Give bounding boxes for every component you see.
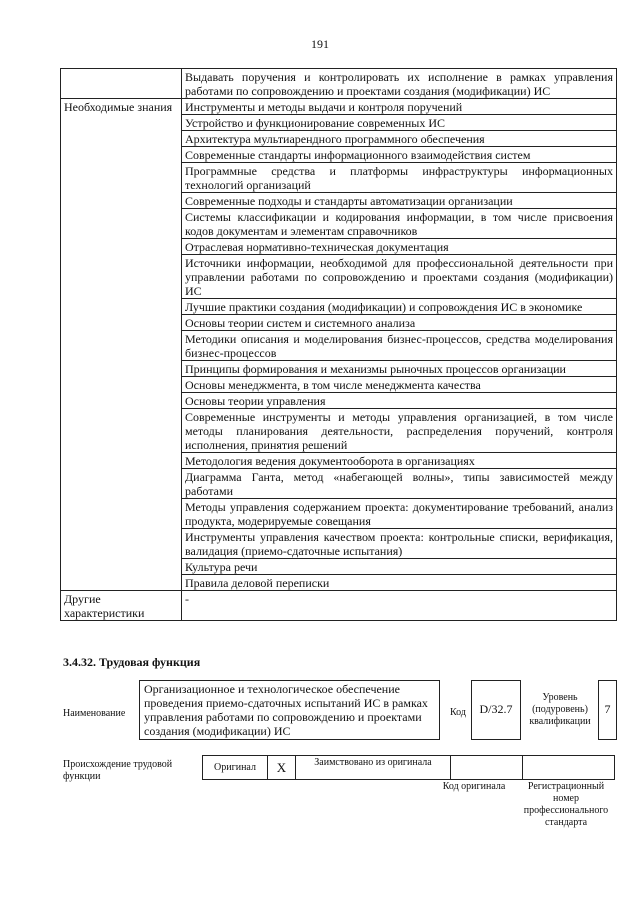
function-code: D/32.7 [471, 680, 521, 740]
other-value: - [182, 591, 617, 621]
knowledge-item: Современные подходы и стандарты автоматизации организации [182, 193, 617, 209]
knowledge-item: Архитектура мультиарендного программного обеспечения [182, 131, 617, 147]
table-row [61, 99, 617, 115]
table-row [61, 69, 617, 99]
knowledge-item: Методология ведения документооборота в организациях [182, 453, 617, 469]
borrowed-label: Заимствовано из оригинала [296, 756, 451, 780]
knowledge-item: Инструменты и методы выдачи и контроля поручений [182, 99, 617, 115]
knowledge-item: Системы классификации и кодирования информации, в том числе присвоения кодов документам и элементам справочников [182, 209, 617, 239]
original-label: Оригинал [203, 756, 268, 780]
knowledge-item: Устройство и функционирование современных ИС [182, 115, 617, 131]
table-row [61, 591, 617, 621]
knowledge-item: Современные инструменты и методы управления организацией, в том числе методы планирования деятельности, распределения поручений, контроля исполнения, принятия решений [182, 409, 617, 453]
knowledge-item: Методы управления содержанием проекта: документирование требований, анализ продукта, модерируемые совещания [182, 499, 617, 529]
origin-label: Происхождение трудовой функции [63, 759, 173, 782]
level-value: 7 [598, 680, 617, 740]
knowledge-table [60, 68, 617, 621]
reg-number-cell [523, 756, 615, 780]
original-mark: X [268, 756, 296, 780]
knowledge-item: Современные стандарты информационного взаимодействия систем [182, 147, 617, 163]
original-code-cell [451, 756, 523, 780]
reg-number-caption: Регистрационный номер профессионального стандарта [523, 781, 609, 828]
code-label: Код [450, 707, 466, 718]
knowledge-item: Методики описания и моделирования бизнес-процессов, средства моделирования бизнес-процессов [182, 331, 617, 361]
original-code-caption: Код оригинала [442, 781, 506, 792]
knowledge-item: Диаграмма Ганта, метод «набегающей волны», типы зависимостей между работами [182, 469, 617, 499]
knowledge-item: Основы теории управления [182, 393, 617, 409]
knowledge-item: Программные средства и платформы инфраструктуры информационных технологий организаций [182, 163, 617, 193]
knowledge-label: Необходимые знания [61, 99, 182, 591]
knowledge-item: Отраслевая нормативно-техническая документация [182, 239, 617, 255]
knowledge-item: Источники информации, необходимой для профессиональной деятельности при управлении работами по сопровождению и проектами создания (модификации) ИС [182, 255, 617, 299]
knowledge-item: Правила деловой переписки [182, 575, 617, 591]
knowledge-item: Основы менеджмента, в том числе менеджмента качества [182, 377, 617, 393]
top-row-text: Выдавать поручения и контролировать их исполнение в рамках управления работами по сопровождению и проектами создания (модификации) ИС [182, 69, 617, 99]
name-label: Наименование [63, 708, 126, 719]
empty-label-cell [61, 69, 182, 99]
section-title: 3.4.32. Трудовая функция [63, 655, 201, 669]
knowledge-item: Принципы формирования и механизмы рыночных процессов организации [182, 361, 617, 377]
knowledge-item: Лучшие практики создания (модификации) и сопровождения ИС в экономике [182, 299, 617, 315]
knowledge-item: Культура речи [182, 559, 617, 575]
knowledge-item: Основы теории систем и системного анализа [182, 315, 617, 331]
knowledge-item: Инструменты управления качеством проекта: контрольные списки, верификация, валидация (приемо-сдаточные испытания) [182, 529, 617, 559]
origin-table [202, 755, 615, 780]
function-name: Организационное и технологическое обеспечение проведения приемо-сдаточных испытаний ИС в рамках управления работами по сопровождению и проектами создания (модификации) ИС [139, 680, 440, 740]
other-label: Другие характеристики [61, 591, 182, 621]
level-label: Уровень (подуровень) квалификации [529, 692, 591, 727]
page-number: 191 [311, 37, 329, 51]
